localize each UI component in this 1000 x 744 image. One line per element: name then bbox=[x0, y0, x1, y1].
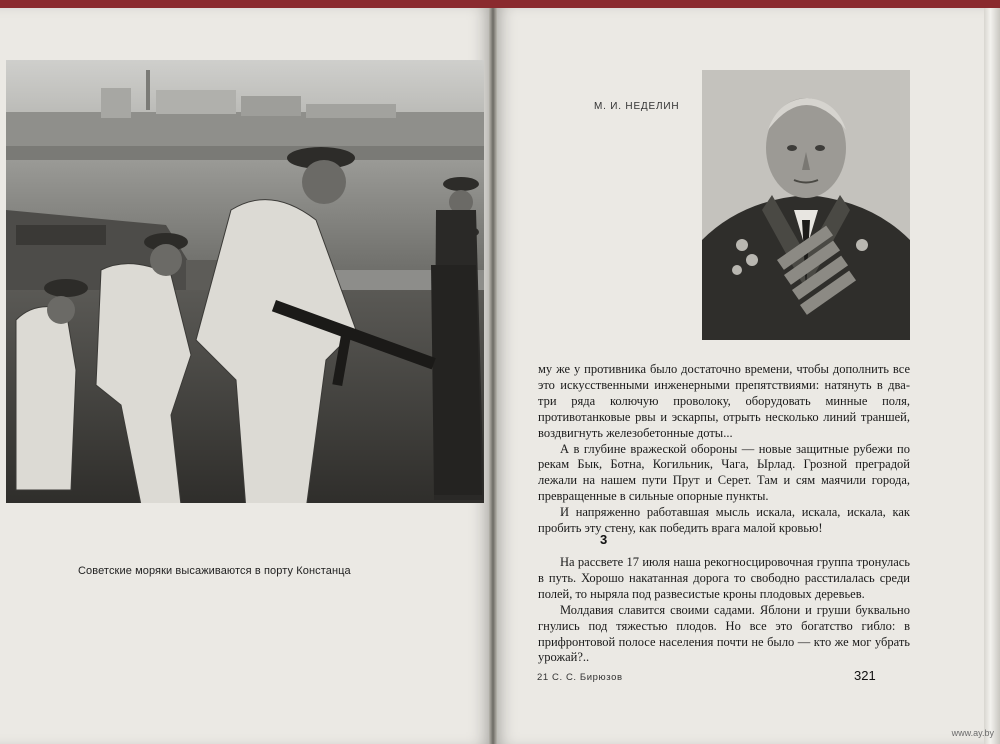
portrait-caption: М. И. НЕДЕЛИН bbox=[594, 101, 680, 112]
body-text-bottom bbox=[538, 555, 910, 666]
section-number: 3 bbox=[600, 532, 608, 547]
sailors-landing-photo bbox=[6, 60, 484, 503]
paragraph: И напряженно работавшая мысль искала, искала, искала, как пробить эту стену, как победить врага малой кровью! bbox=[538, 505, 910, 536]
signature-mark: 21 С. С. Бирюзов bbox=[537, 672, 623, 683]
page-number: 321 bbox=[854, 668, 876, 683]
page-edges bbox=[984, 8, 1000, 744]
paragraph: На рассвете 17 июля наша рекогносцировочная группа тронулась в путь. Хорошо накатанная дорога то свободно расстилалась среди полей, то ныряла под развесистые кроны плодовых деревьев. bbox=[538, 555, 910, 601]
photo-caption: Советские моряки высаживаются в порту Констанца bbox=[78, 565, 351, 577]
portrait-photo bbox=[702, 70, 910, 340]
paragraph: А в глубине вражеской обороны — новые защитные рубежи по рекам Бык, Ботна, Когильник, Чага, Ырлад. Грозной преградой лежали на нашем пути Прут и Серет. Там и сям маячили города, превращенные в сильные опорные пункты. bbox=[538, 441, 910, 504]
watermark: www.ay.by bbox=[951, 728, 994, 738]
paragraph: Молдавия славится своими садами. Яблони и груши буквально гнулись под тяжестью плодов. Но все это богатство гибло: в прифронтовой полосе населения почти не было — кто же мог убрать урожай?.. bbox=[538, 602, 910, 665]
paragraph: му же у противника было достаточно времени, чтобы дополнить все это искусственными инженерными препятствиями: натянуть в два-три ряда колючую проволоку, оборудовать минные поля, противотанковые рвы и эскарпы, отрыть несколько линий траншей, воздвигнуть железобетонные доты... bbox=[538, 362, 910, 440]
book-gutter bbox=[489, 8, 497, 744]
body-text-top bbox=[538, 362, 910, 537]
